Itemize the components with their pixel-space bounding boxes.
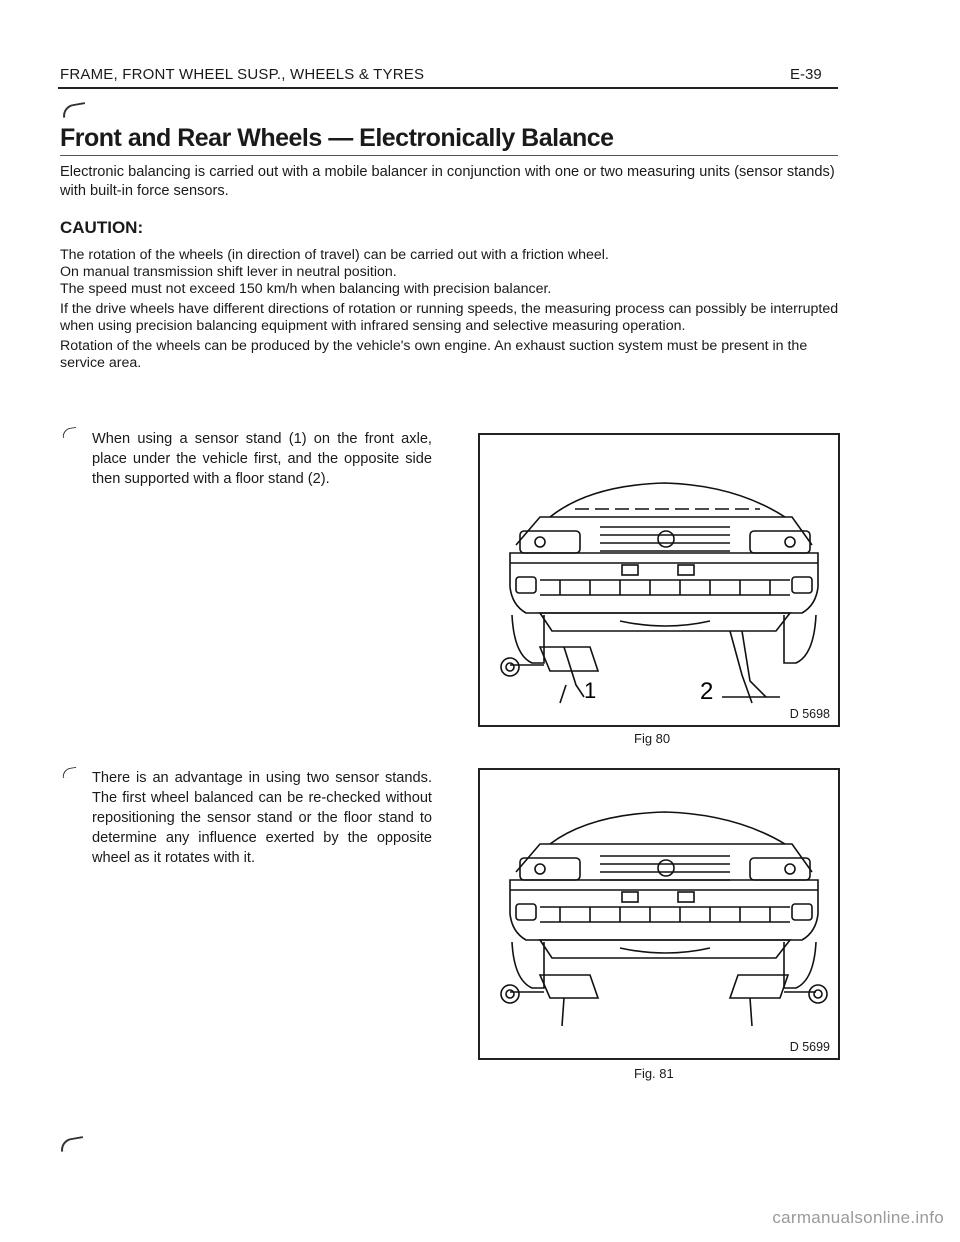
title-rule (60, 155, 838, 156)
intro-paragraph: Electronic balancing is carried out with a mobile balancer in conjunction with one or two measuring units (sensor stands) with built-in force sensors. (60, 164, 835, 199)
caution-paragraph: Rotation of the wheels can be produced by the vehicle's own engine. An exhaust suction system must be present in the service area. (60, 338, 808, 371)
figure-81 (478, 768, 840, 1060)
figure-caption: Fig. 81 (634, 1066, 674, 1081)
caution-paragraph: The speed must not exceed 150 km/h when balancing with precision balancer. (60, 281, 552, 297)
caution-block (60, 247, 840, 375)
figure-80 (478, 433, 840, 727)
scan-mark (61, 767, 77, 778)
watermark: carmanualsonline.info (772, 1208, 944, 1227)
page-number: E-39 (790, 66, 822, 83)
car-front-illustration-80 (480, 435, 838, 725)
caution-heading: CAUTION: (60, 218, 144, 237)
caution-paragraph: The rotation of the wheels (in direction of travel) can be carried out with a friction wheel. (60, 247, 609, 263)
scan-mark (61, 427, 77, 438)
scan-mark (59, 1136, 85, 1152)
caution-paragraph: On manual transmission shift lever in neutral position. (60, 264, 397, 280)
two-stands-paragraph: There is an advantage in using two sensor stands. The first wheel balanced can be re-checked without repositioning the sensor stand or the floor stand to determine any influence exerted by the opposite wheel as it rotates with it. (92, 770, 432, 866)
figure-code: D 5698 (789, 707, 830, 721)
figure-code: D 5699 (789, 1040, 830, 1054)
scan-mark (61, 102, 87, 118)
sensor-stand-paragraph: When using a sensor stand (1) on the front axle, place under the vehicle first, and the opposite side then supported with a floor stand (2). (92, 431, 432, 487)
car-front-illustration-81 (480, 770, 838, 1058)
callout-1: 1 (584, 678, 597, 703)
figure-caption: Fig 80 (634, 731, 671, 746)
header-rule (58, 87, 838, 89)
page-title: Front and Rear Wheels — Electronically Balance (60, 124, 614, 152)
callout-2: 2 (700, 678, 714, 705)
running-header-section: FRAME, FRONT WHEEL SUSP., WHEELS & TYRES (60, 66, 425, 83)
caution-paragraph: If the drive wheels have different directions of rotation or running speeds, the measuring process can possibly be interrupted when using precision balancing equipment with infrared sensing and selective measuring operation. (60, 301, 839, 334)
